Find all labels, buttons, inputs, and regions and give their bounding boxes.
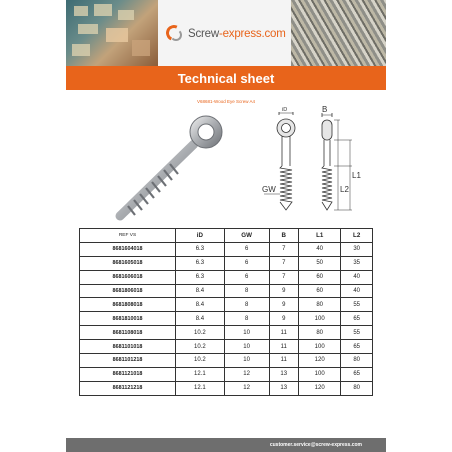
cell-l2: 30 [341, 242, 373, 256]
cell-gw: 6 [224, 256, 269, 270]
cell-ref: 8681101018 [80, 340, 176, 354]
header-photo-toolbox [66, 0, 158, 66]
cell-b: 13 [269, 367, 299, 381]
header-banner [66, 0, 386, 66]
cell-l2: 40 [341, 284, 373, 298]
table-row [80, 381, 373, 395]
table-row [80, 298, 373, 312]
cell-b: 9 [269, 312, 299, 326]
table-row [80, 284, 373, 298]
table-row [80, 340, 373, 354]
cell-b: 9 [269, 298, 299, 312]
cell-l2: 80 [341, 354, 373, 368]
header-photo-screws [291, 0, 386, 66]
logo-text-screw: Screw [188, 28, 219, 40]
table-row [80, 312, 373, 326]
cell-id: 6.3 [176, 242, 225, 256]
cell-b: 13 [269, 381, 299, 395]
eye-screw-shank [120, 144, 194, 216]
cell-l2: 65 [341, 312, 373, 326]
cell-l1: 60 [299, 270, 341, 284]
cell-gw: 10 [224, 326, 269, 340]
drawing-label-id: iD [282, 107, 288, 113]
cell-l2: 65 [341, 340, 373, 354]
cell-id: 12.1 [176, 367, 225, 381]
footer-email: customer.service@screw-express.com [269, 442, 362, 448]
cell-gw: 8 [224, 312, 269, 326]
footer-bar [66, 438, 386, 452]
cell-id: 6.3 [176, 270, 225, 284]
drawing-side-view [322, 113, 332, 210]
cell-l1: 100 [299, 367, 341, 381]
cell-b: 11 [269, 340, 299, 354]
technical-sheet-page [66, 0, 386, 452]
cell-ref: 8681605018 [80, 256, 176, 270]
cell-ref: 8681810018 [80, 312, 176, 326]
logo-text-express: -express.com [218, 28, 286, 40]
table-row [80, 242, 373, 256]
cell-l1: 100 [299, 340, 341, 354]
column-header-l2: L2 [341, 229, 373, 243]
cell-l2: 35 [341, 256, 373, 270]
cell-l2: 80 [341, 381, 373, 395]
cell-gw: 6 [224, 270, 269, 284]
title-bar [66, 66, 386, 90]
screw-express-logo [166, 22, 286, 46]
cell-l2: 55 [341, 326, 373, 340]
table-row [80, 256, 373, 270]
specs-table-header-row [80, 229, 373, 243]
cell-b: 7 [269, 242, 299, 256]
drawing-label-gw: GW [262, 185, 276, 194]
logo-mark-icon [166, 25, 184, 43]
cell-b: 9 [269, 284, 299, 298]
drawing-label-b: B [322, 106, 328, 114]
table-row [80, 326, 373, 340]
cell-l1: 40 [299, 242, 341, 256]
drawing-front-view [277, 112, 295, 210]
cell-b: 7 [269, 256, 299, 270]
cell-ref: 8681121018 [80, 367, 176, 381]
cell-l2: 40 [341, 270, 373, 284]
column-header-gw: GW [224, 229, 269, 243]
cell-ref: 8681808018 [80, 298, 176, 312]
cell-l1: 50 [299, 256, 341, 270]
cell-ref: 8681101218 [80, 354, 176, 368]
cell-l1: 80 [299, 298, 341, 312]
cell-l1: 80 [299, 326, 341, 340]
column-header-b: B [269, 229, 299, 243]
cell-ref: 8681806018 [80, 284, 176, 298]
cell-l1: 120 [299, 354, 341, 368]
cell-l1: 120 [299, 381, 341, 395]
table-row [80, 354, 373, 368]
cell-id: 10.2 [176, 326, 225, 340]
cell-id: 8.4 [176, 312, 225, 326]
cell-id: 8.4 [176, 298, 225, 312]
cell-gw: 10 [224, 354, 269, 368]
cell-b: 7 [269, 270, 299, 284]
specs-table-body [80, 242, 373, 395]
cell-b: 11 [269, 326, 299, 340]
page-title: Technical sheet [177, 70, 275, 86]
cell-ref: 8681121218 [80, 381, 176, 395]
cell-id: 8.4 [176, 284, 225, 298]
product-name: V68681-Wood Eye Screw A4 [197, 99, 255, 104]
column-header-l1: L1 [299, 229, 341, 243]
cell-gw: 10 [224, 340, 269, 354]
cell-id: 12.1 [176, 381, 225, 395]
cell-l1: 60 [299, 284, 341, 298]
cell-gw: 6 [224, 242, 269, 256]
table-row [80, 270, 373, 284]
drawing-dimension-lines [264, 120, 352, 210]
technical-drawing [262, 106, 372, 224]
cell-gw: 8 [224, 298, 269, 312]
cell-l1: 100 [299, 312, 341, 326]
drawing-label-l2: L2 [340, 185, 349, 194]
cell-ref: 8681606018 [80, 270, 176, 284]
cell-l2: 55 [341, 298, 373, 312]
cell-gw: 12 [224, 367, 269, 381]
table-row [80, 367, 373, 381]
specs-table [79, 228, 373, 396]
cell-ref: 8681108018 [80, 326, 176, 340]
cell-ref: 8681604018 [80, 242, 176, 256]
column-header-ref: REF VS [80, 229, 176, 243]
eye-screw-ring [190, 116, 222, 148]
cell-id: 10.2 [176, 354, 225, 368]
cell-gw: 8 [224, 284, 269, 298]
cell-b: 11 [269, 354, 299, 368]
drawing-label-l1: L1 [352, 171, 361, 180]
eye-screw-photo [106, 108, 236, 228]
cell-id: 10.2 [176, 340, 225, 354]
cell-id: 6.3 [176, 256, 225, 270]
cell-gw: 12 [224, 381, 269, 395]
column-header-id: iD [176, 229, 225, 243]
cell-l2: 65 [341, 367, 373, 381]
